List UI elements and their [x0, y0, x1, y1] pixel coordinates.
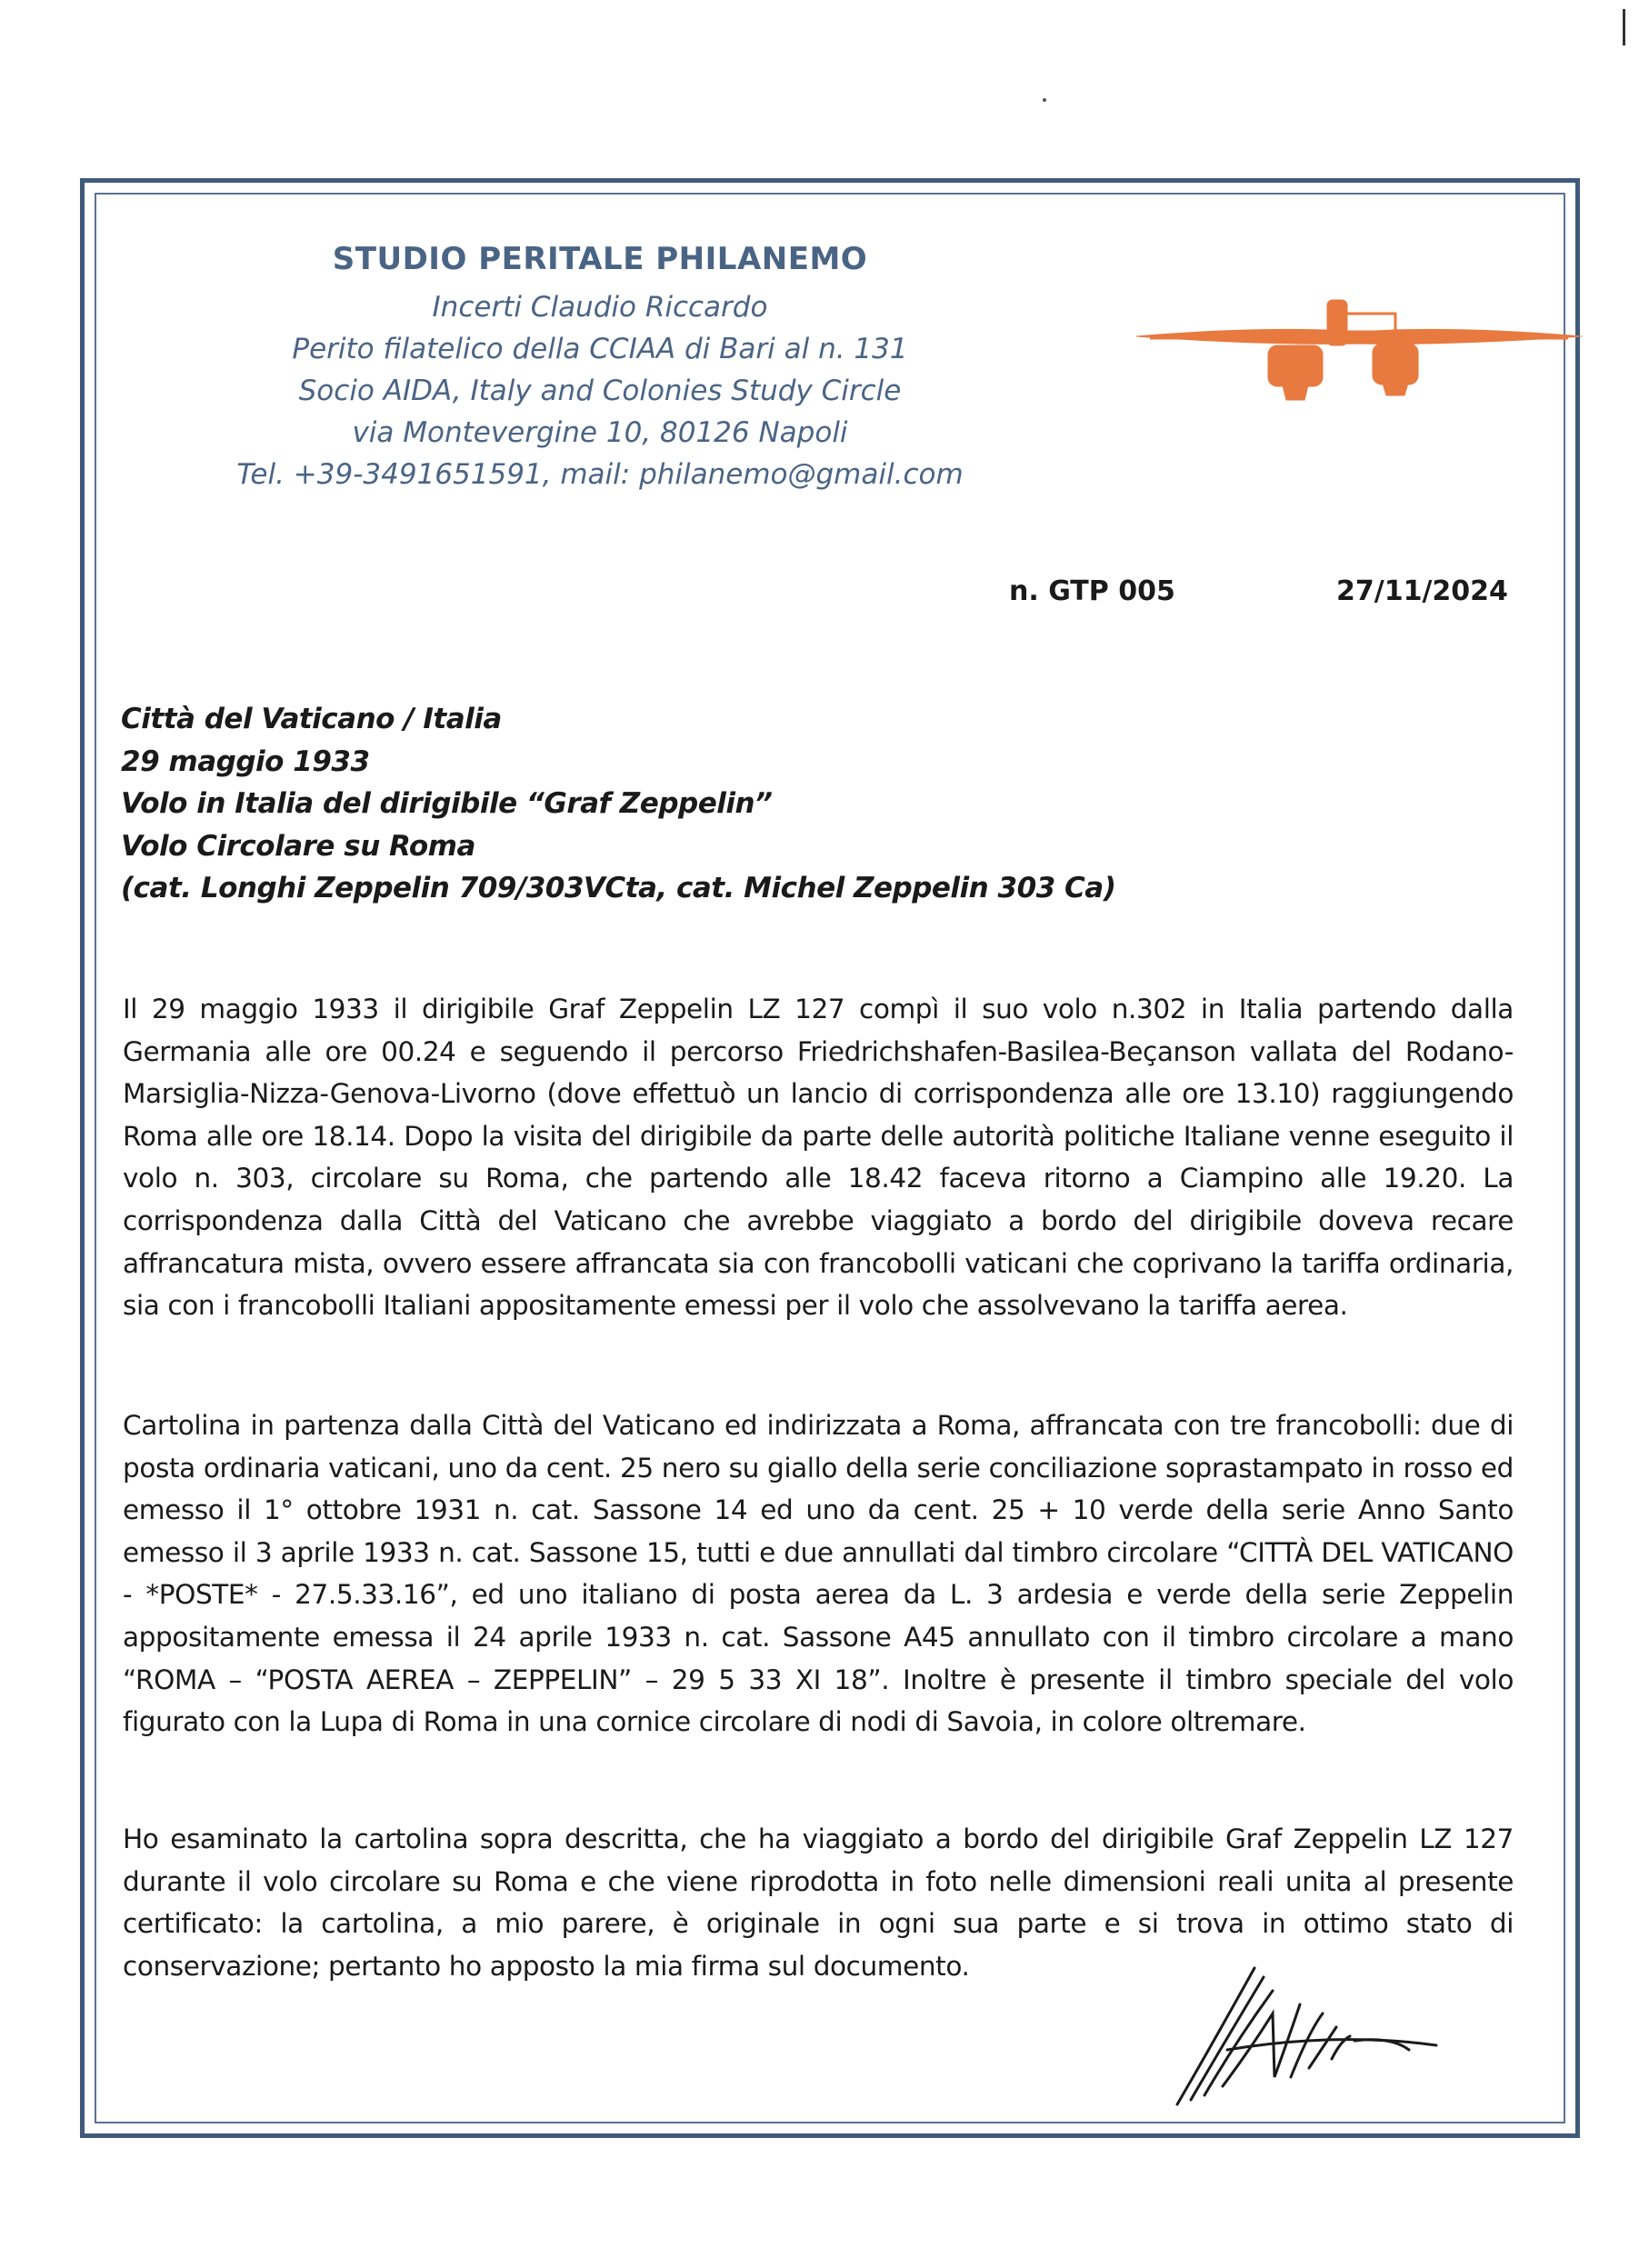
studio-address: via Montevergine 10, 80126 Napoli [352, 416, 848, 449]
subject-date: 29 maggio 1933 [121, 744, 370, 778]
paper-speck [1043, 98, 1046, 102]
letterhead [164, 241, 1036, 495]
subject-flight: Volo in Italia del dirigibile “Graf Zeppelin” [121, 787, 773, 820]
expert-name: Incerti Claudio Riccardo [432, 291, 768, 324]
history-paragraph: Il 29 maggio 1933 il dirigibile Graf Zeppelin LZ 127 compì il suo volo n.302 in Italia partendo dalla Germania alle ore 00.24 e seguendo il percorso Friedrichshafen-Basilea-Beçanson vallata del Rodano-Marsiglia-Nizza-Genova-Livorno (dove effettuò un lancio di corrispondenza alle ore 13.10) raggiungendo Roma alle ore 18.14. Dopo la visita del dirigibile da parte delle autorità politiche Italiane venne eseguito il volo n. 303, circolare su Roma, che partendo alle 18.42 faceva ritorno a Ciampino alle 19.20. La corrispondenza dalla Città del Vaticano che avrebbe viaggiato a bordo del dirigibile doveva recare affrancatura mista, ovvero essere affrancata sia con francobolli vaticani che coprivano la tariffa ordinaria, sia con i francobolli Italiani appositamente emessi per il volo che assolvevano la tariffa aerea. [123, 994, 1514, 1322]
airship-icon [1132, 282, 1586, 409]
paper-edge-mark [1623, 9, 1625, 45]
studio-contact: Tel. +39-3491651591, mail: philanemo@gmail.com [236, 458, 964, 491]
expert-registration: Perito filatelico della CCIAA di Bari al n. 131 [292, 333, 908, 365]
studio-name: STUDIO PERITALE PHILANEMO [332, 241, 868, 277]
subject-route: Volo Circolare su Roma [121, 829, 475, 863]
description-paragraph: Cartolina in partenza dalla Città del Vaticano ed indirizzata a Roma, affrancata con tre francobolli: due di posta ordinaria vaticani, uno da cent. 25 nero su giallo della serie conciliazione soprastampato in rosso ed emesso il 1° ottobre 1931 n. cat. Sassone 14 ed uno da cent. 25 + 10 verde della serie Anno Santo emesso il 3 aprile 1933 n. cat. Sassone 15, tutti e due annullati dal timbro circolare “CITTÀ DEL VATICANO - *POSTE* - 27.5.33.16”, ed uno italiano di posta aerea da L. 3 ardesia e verde della serie Zeppelin appositamente emessa il 24 aprile 1933 n. cat. Sassone A45 annullato con il timbro circolare a mano “ROMA – “POSTA AEREA – ZEPPELIN” – 29 5 33 XI 18”. Inoltre è presente il timbro speciale del volo figurato con la Lupa di Roma in una cornice circolare di nodi di Savoia, in colore oltremare. [123, 1410, 1514, 1738]
expertise-paragraph: Ho esaminato la cartolina sopra descritta, che ha viaggiato a bordo del dirigibile Graf Zeppelin LZ 127 durante il volo circolare su Roma e che viene riprodotta in foto nelle dimensioni reali unita al presente certificato: la cartolina, a mio parere, è originale in ogni sua parte e si trova in ottimo stato di conservazione; pertanto ho apposto la mia firma sul documento. [123, 1823, 1514, 1982]
certificate-date: 27/11/2024 [1336, 575, 1508, 607]
expert-membership: Socio AIDA, Italy and Colonies Study Circle [298, 375, 902, 407]
subject-catalog: (cat. Longhi Zeppelin 709/303VCta, cat. Michel Zeppelin 303 Ca) [121, 872, 1116, 904]
handwritten-signature-icon [1173, 1950, 1445, 2113]
certificate-number: n. GTP 005 [1009, 575, 1175, 607]
subject-origin: Città del Vaticano / Italia [121, 703, 502, 735]
subject-block [121, 698, 1484, 910]
